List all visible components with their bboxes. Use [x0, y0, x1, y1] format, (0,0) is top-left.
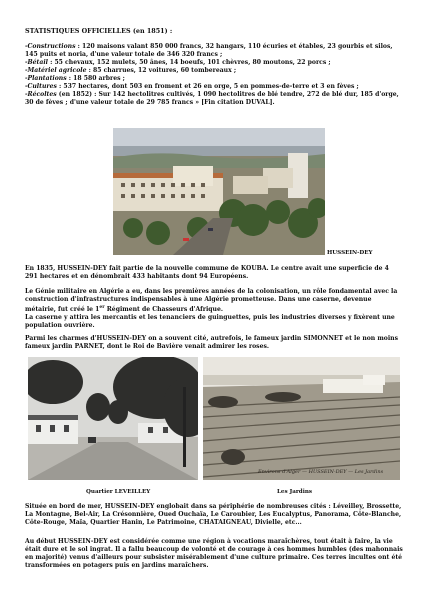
- paragraph: Le Génie militaire en Algérie a eu, dans les premières années de la colonisation, un rôle fondamental avec la construction d'infrastructures indispensables à une Algérie prometteuse. Dans une caserne, devenue métairie, fut créé le 1er Régiment de Chasseurs d'Afrique. La caserne y attira les mercantis et les tenanciers de guinguettes, puis les industries diverses y fixèrent une population ouvrière.: [25, 288, 398, 330]
- quartier-leveilley-photo: [28, 357, 198, 480]
- stat-line: -Cultures : 537 hectares, dont 503 en froment et 26 en orge, 5 en pommes-de-terre et 3 en fèves ;: [25, 83, 359, 90]
- stat-line: -Plantations : 18 580 arbres ;: [25, 75, 125, 82]
- stat-line: -Constructions : 120 maisons valant 850 000 francs, 32 hangars, 110 écuries et étables, 23 gourbis et silos, 145 puits et noria, d'une valeur totale de 346 320 francs ;: [25, 43, 393, 58]
- photo-caption: HUSSEIN-DEY: [327, 250, 373, 256]
- page-title: STATISTIQUES OFFICIELLES (en 1851) :: [25, 27, 173, 35]
- stat-line: -Bétail : 55 chevaux, 152 mulets, 50 ânes, 14 boeufs, 101 chèvres, 80 moutons, 22 porcs ;: [25, 59, 331, 66]
- les-jardins-photo: [203, 357, 400, 480]
- paragraph: Située en bord de mer, HUSSEIN-DEY englobait dans sa périphérie de nombreuses cités : Léveilley, Brossette, La Montagne, Bel-Air, La Crésonnière, Oued Ouchaïa, Le Caroubier, Les Eucalyptus, Panorama, Côte-Blanche, Côte-Rouge, Maïa, Quartier Hanin, Le Patrimoine, CHATAIGNEAU, Divielle, etc...: [25, 503, 402, 526]
- hussein-dey-photo: [113, 128, 325, 255]
- stat-line: -Matériel agricole : 85 charrues, 12 voitures, 60 tombereaux ;: [25, 67, 237, 74]
- photo-caption: Les Jardins: [277, 489, 313, 495]
- paragraph: En 1835, HUSSEIN-DEY fait partie de la nouvelle commune de KOUBA. Le centre avait une superficie de 4 291 hectares et en dénombrait 433 habitants dont 94 Européens.: [25, 265, 389, 280]
- statistics-list: [25, 43, 403, 107]
- paragraph: Parmi les charmes d'HUSSEIN-DEY on a souvent cité, autrefois, le fameux jardin SIMONNET et le non moins fameux jardin PARNET, dont le Roi de Bavière venait admirer les roses.: [25, 335, 399, 350]
- paragraph: Au début HUSSEIN-DEY est considérée comme une région à vocations maraîchères, tout était à faire, la vie était dure et le sol ingrat. Il a fallu beaucoup de volonté et de courage à ces hommes humbles (des mahonnais en majorité) venus d'ailleurs pour subsister misérablement d'une culture primaire. Ces terres incultes ont été transformées en potagers puis en jardins maraîchers.: [25, 538, 403, 569]
- photo-caption: Quartier LEVEILLEY: [86, 489, 151, 495]
- svg-text:Environs d'Alger — HUSSEIN-DEY: Environs d'Alger — HUSSEIN-DEY — Les Jardins: [258, 469, 384, 475]
- stat-line: -Récoltes (en 1852) : Sur 142 hectolitres cultivés, 1 090 hectolitres de blé tendre, 272 de blé dur, 185 d'orge, 30 de fèves ; d'une valeur totale de 29 785 francs » [Fin citation DUVAL].: [25, 91, 399, 106]
